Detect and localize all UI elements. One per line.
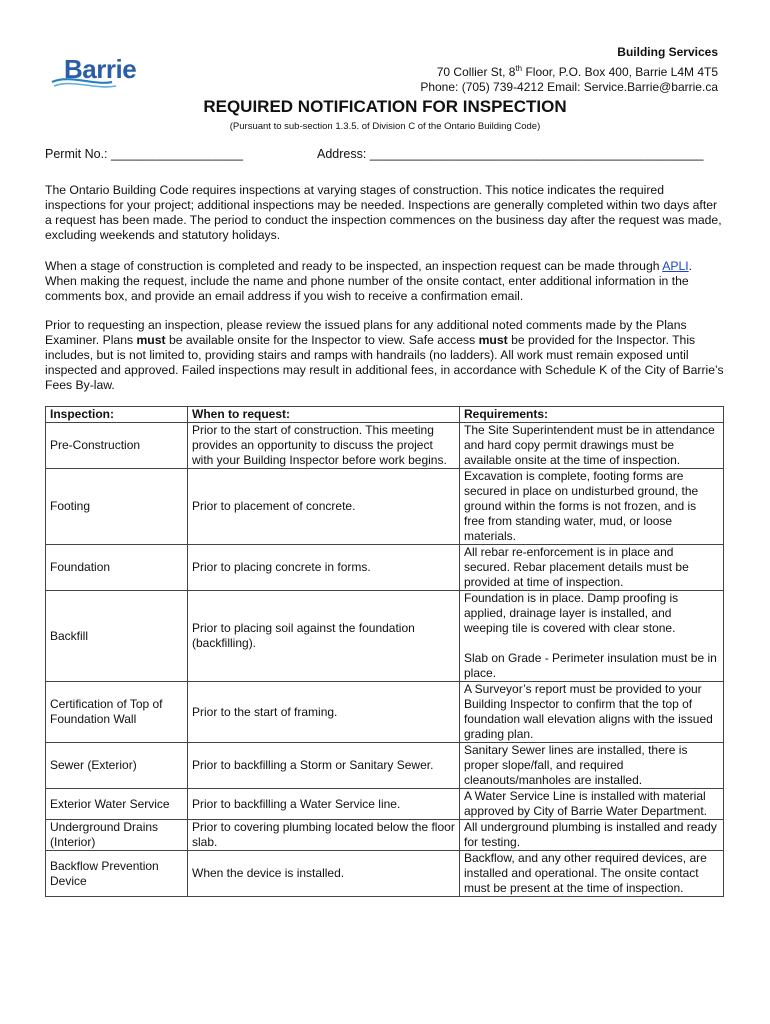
requirements-cell: All underground plumbing is installed and ready for testing. [460, 820, 724, 851]
when-cell: Prior to placement of concrete. [188, 469, 460, 545]
table-row [46, 789, 724, 820]
inspection-cell: Certification of Top of Foundation Wall [46, 682, 188, 743]
when-cell: Prior to backfilling a Water Service line. [188, 789, 460, 820]
page-title: REQUIRED NOTIFICATION FOR INSPECTION [203, 97, 567, 116]
inspection-cell: Underground Drains (Interior) [46, 820, 188, 851]
requirements-cell: Sanitary Sewer lines are installed, there is proper slope/fall, and required cleanouts/manholes are installed. [460, 743, 724, 789]
address-field: Address: ________________________________________________ [317, 147, 704, 161]
inspection-cell: Footing [46, 469, 188, 545]
table-row [46, 682, 724, 743]
header-inspection: Inspection: [46, 407, 188, 423]
requirements-cell: Foundation is in place. Damp proofing is applied, drainage layer is installed, and weeping tile is covered with clear stone. Slab on Grade - Perimeter insulation must be in place. [460, 591, 724, 682]
table-row [46, 851, 724, 897]
requirements-cell: All rebar re-enforcement is in place and secured. Rebar placement details must be provided at time of inspection. [460, 545, 724, 591]
when-cell: Prior to covering plumbing located below the floor slab. [188, 820, 460, 851]
inspection-cell: Foundation [46, 545, 188, 591]
barrie-logo: Barrie [64, 54, 137, 84]
request-paragraph: When a stage of construction is completed and ready to be inspected, an inspection request can be made through APLI. When making the request, include the name and phone number of the onsite contact, enter additional information in the comments box, and provide an email address if you wish to receive a confirmation email. [45, 259, 693, 303]
table-row [46, 743, 724, 789]
inspection-cell: Backflow Prevention Device [46, 851, 188, 897]
department-contact-block [420, 45, 718, 96]
table-row [46, 545, 724, 591]
table-header-row [46, 407, 724, 423]
when-cell: Prior to placing concrete in forms. [188, 545, 460, 591]
table-row [46, 820, 724, 851]
page-subtitle: (Pursuant to sub-section 1.3.5. of Division C of the Ontario Building Code) [229, 121, 541, 132]
prior-paragraph: Prior to requesting an inspection, please review the issued plans for any additional noted comments made by the Plans Examiner. Plans must be available onsite for the Inspector to view. Safe access must be provided for the Inspector. This includes, but is not limited to, providing stairs and ramps with handrails (no ladders). All work must remain exposed until inspected and approved. Failed inspections may result in additional fees, in accordance with Schedule K of the City of Barrie’s Fees By-law. [45, 318, 724, 392]
department-address: 70 Collier St, 8th Floor, P.O. Box 400, Barrie L4M 4T5 [436, 63, 718, 79]
when-cell: When the device is installed. [188, 851, 460, 897]
when-cell: Prior to placing soil against the foundation (backfilling). [188, 591, 460, 682]
when-cell: Prior to backfilling a Storm or Sanitary Sewer. [188, 743, 460, 789]
inspection-cell: Pre-Construction [46, 423, 188, 469]
apli-link[interactable]: APLI [662, 259, 689, 273]
department-phone-email: Phone: (705) 739-4212 Email: Service.Barrie@barrie.ca [420, 80, 718, 94]
requirements-cell: Excavation is complete, footing forms are secured in place on undisturbed ground, the ground within the forms is not frozen, and is free from standing water, mud, or loose materials. [460, 469, 724, 545]
requirements-cell: Backflow, and any other required devices, are installed and operational. The onsite contact must be present at the time of inspection. [460, 851, 724, 897]
inspection-table [45, 406, 724, 897]
header-when: When to request: [188, 407, 460, 423]
intro-paragraph: The Ontario Building Code requires inspections at varying stages of construction. This notice indicates the required inspections for your project; additional inspections may be needed. Inspections are generally completed within two days after a request has been made. The period to conduct the inspection commences on the business day after the request was made, excluding weekends and statutory holidays. [45, 183, 722, 242]
inspection-cell: Sewer (Exterior) [46, 743, 188, 789]
table-row [46, 591, 724, 682]
department-name: Building Services [617, 45, 718, 59]
table-row [46, 469, 724, 545]
requirements-cell: The Site Superintendent must be in attendance and hard copy permit drawings must be available onsite at the time of inspection. [460, 423, 724, 469]
permit-number-field: Permit No.: ___________________ [45, 147, 244, 161]
table-row [46, 423, 724, 469]
when-cell: Prior to the start of framing. [188, 682, 460, 743]
header-requirements: Requirements: [460, 407, 724, 423]
inspection-cell: Backfill [46, 591, 188, 682]
when-cell: Prior to the start of construction. This meeting provides an opportunity to discuss the project with your Building Inspector before work begins. [188, 423, 460, 469]
inspection-cell: Exterior Water Service [46, 789, 188, 820]
requirements-cell: A Surveyor’s report must be provided to your Building Inspector to confirm that the top of foundation wall elevation aligns with the issued grading plan. [460, 682, 724, 743]
requirements-cell: A Water Service Line is installed with material approved by City of Barrie Water Department. [460, 789, 724, 820]
